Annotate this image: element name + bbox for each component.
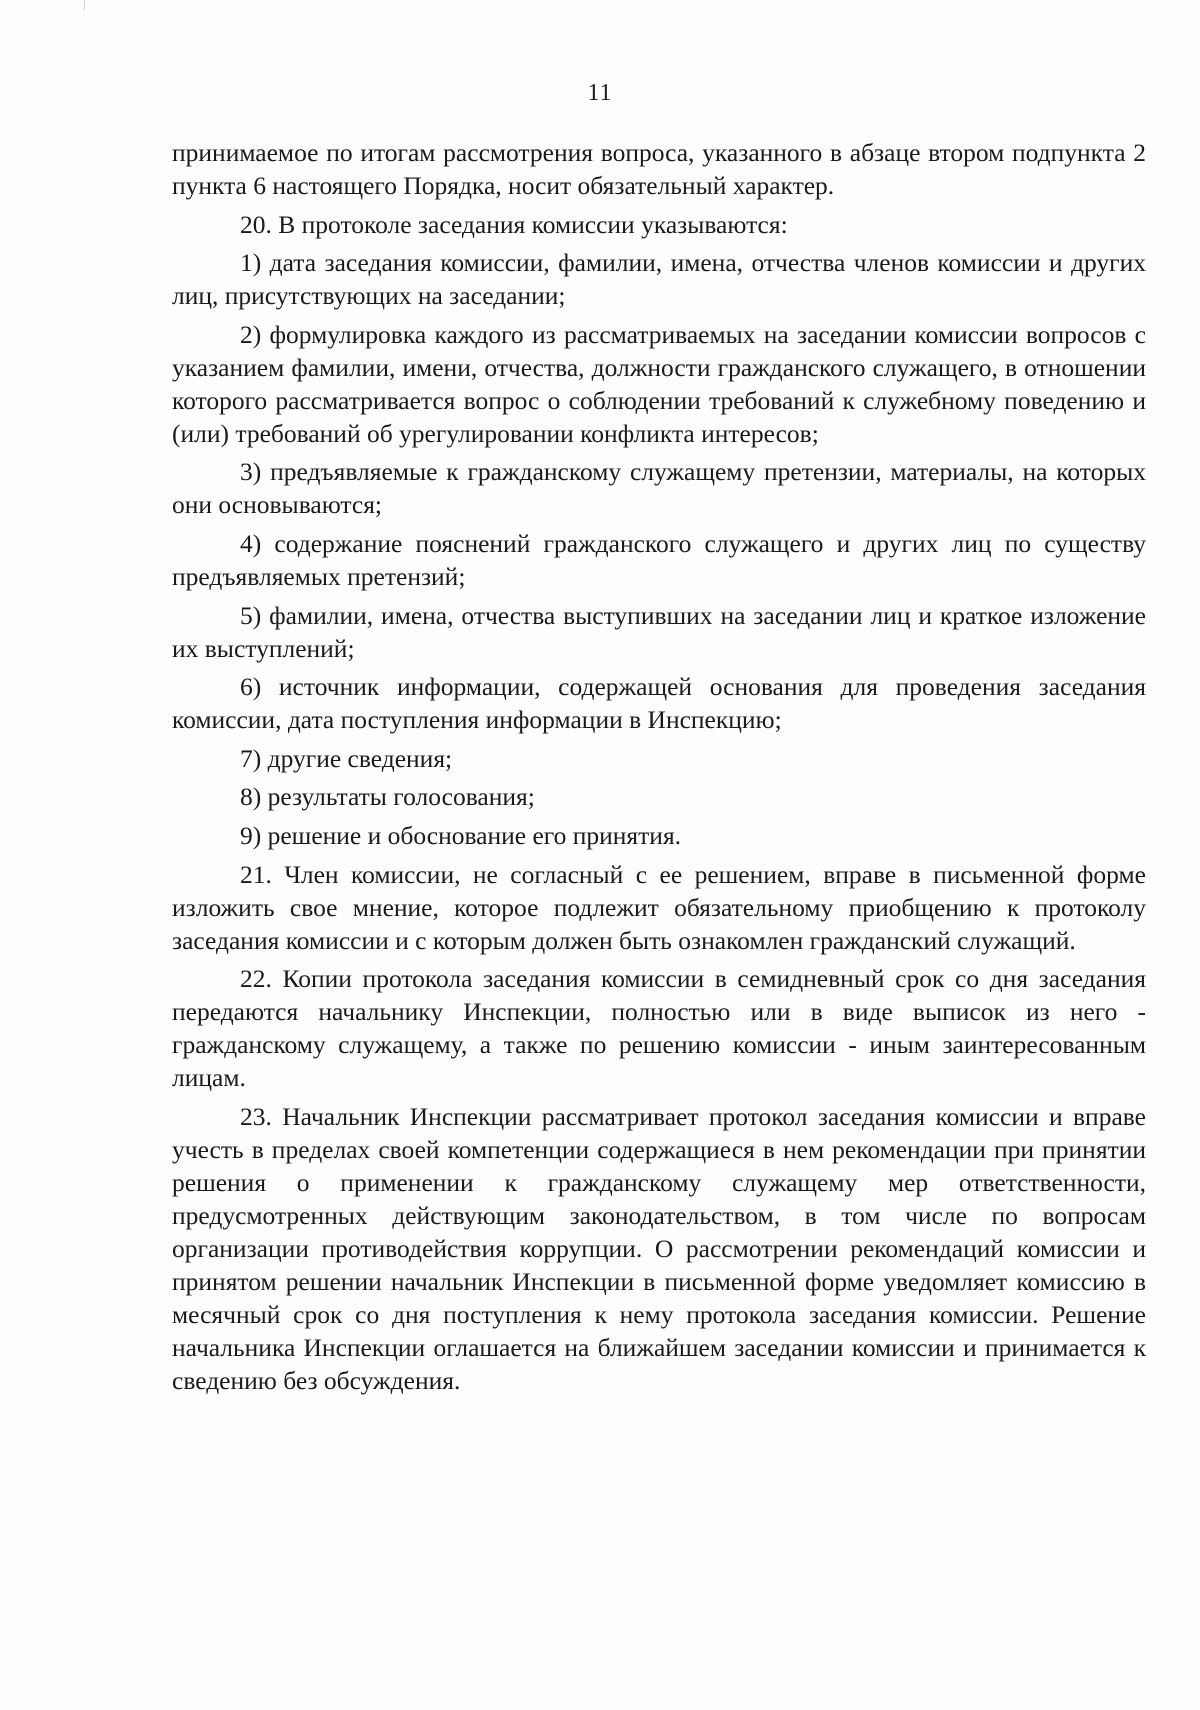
paragraph-22: 22. Копии протокола заседания комиссии в семидневный срок со дня заседания передаются начальнику Инспекции, полностью или в виде выписок из него - гражданскому служащему, а также по решению комиссии - иным заинтересованным лицам. (172, 964, 1146, 1093)
list-item-1: 1) дата заседания комиссии, фамилии, имена, отчества членов комиссии и других лиц, присутствующих на заседании; (172, 248, 1146, 311)
list-item-9: 9) решение и обоснование его принятия. (240, 820, 682, 850)
list-item-7: 7) другие сведения; (240, 743, 453, 773)
list-item-6: 6) источник информации, содержащей основания для проведения заседания комиссии, дата поступления информации в Инспекцию; (172, 672, 1146, 735)
paragraph-21: 21. Член комиссии, не согласный с ее решением, вправе в письменной форме изложить свое мнение, которое подлежит обязательному приобщению к протоколу заседания комиссии и с которым должен быть ознакомлен гражданский служащий. (172, 859, 1146, 955)
list-item-5: 5) фамилии, имена, отчества выступивших на заседании лиц и краткое изложение их выступлений; (172, 600, 1146, 663)
list-item-3: 3) предъявляемые к гражданскому служащему претензии, материалы, на которых они основываются; (172, 457, 1146, 520)
list-item-8: 8) результаты голосования; (240, 782, 535, 812)
paragraph-continuation: принимаемое по итогам рассмотрения вопроса, указанного в абзаце втором подпункта 2 пункта 6 настоящего Порядка, носит обязательный характер. (172, 138, 1146, 200)
list-item-2: 2) формулировка каждого из рассматриваемых на заседании комиссии вопросов с указанием фамилии, имени, отчества, должности гражданского служащего, в отношении которого рассматривается вопрос о соблюдении требований к служебному поведению и (или) требований об урегулировании конфликта интересов; (172, 319, 1146, 448)
scan-artifact-top (84, 0, 85, 10)
page-number: 11 (587, 80, 613, 106)
paragraph-23: 23. Начальник Инспекции рассматривает протокол заседания комиссии и вправе учесть в пределах своей компетенции содержащиеся в нем рекомендации при принятии решения о применении к гражданскому служащему мер ответственности, предусмотренных действующим законодательством, в том числе по вопросам организации противодействия коррупции. О рассмотрении рекомендаций комиссии и принятом решении начальник Инспекции в письменной форме уведомляет комиссию в месячный срок со дня поступления к нему протокола заседания комиссии. Решение начальника Инспекции оглашается на ближайшем заседании комиссии и принимается к сведению без обсуждения. (172, 1101, 1146, 1395)
list-item-4: 4) содержание пояснений гражданского служащего и других лиц по существу предъявляемых претензий; (172, 528, 1146, 591)
document-body (172, 136, 1146, 1402)
paragraph-20: 20. В протоколе заседания комиссии указываются: (240, 209, 788, 239)
